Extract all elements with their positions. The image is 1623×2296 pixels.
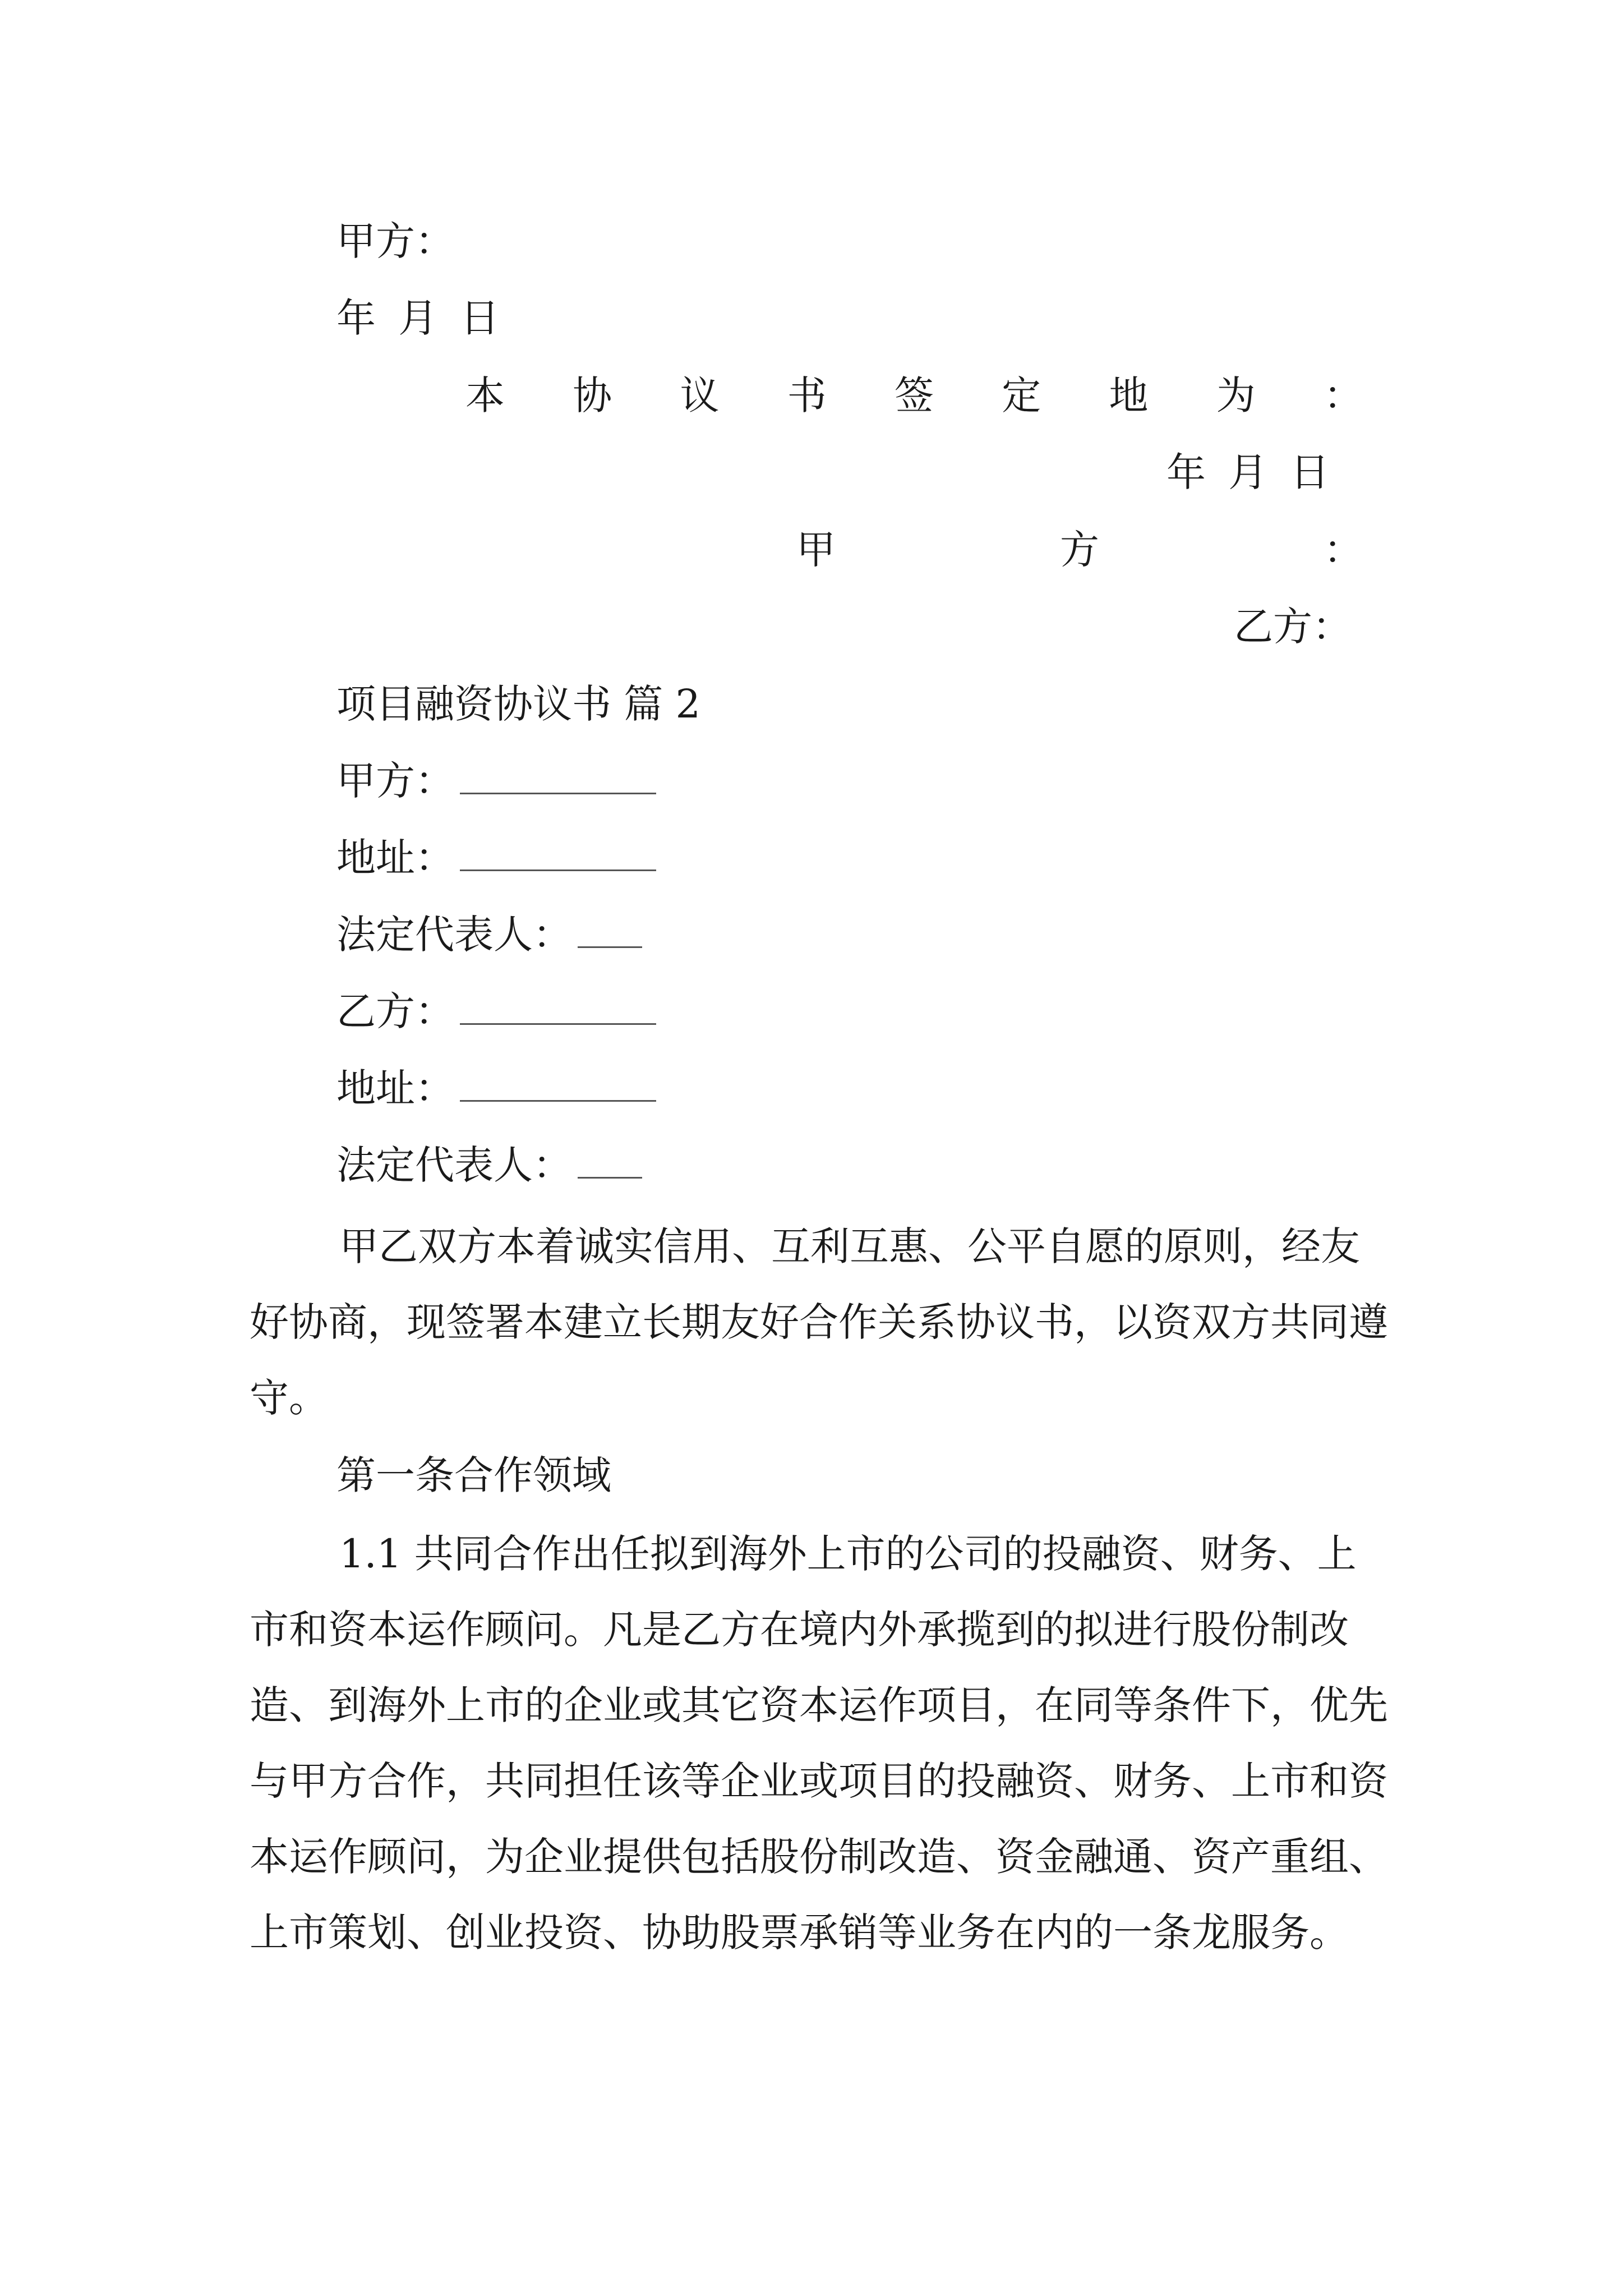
party-b-legal-rep-field	[336, 1140, 642, 1190]
signing-place-char: 协	[573, 372, 612, 418]
section-title: 项目融资协议书 篇 2	[336, 681, 701, 727]
field-label: 地址：	[336, 1065, 454, 1111]
signing-place-char: 地	[1109, 372, 1149, 418]
party-a-signature-label: 甲方：	[336, 218, 454, 264]
party-b-signature-label: 乙方：	[1234, 604, 1352, 650]
signing-place-char: 议	[680, 372, 720, 418]
signing-place-char: 为	[1216, 372, 1256, 418]
signing-place-line	[465, 370, 1363, 421]
party-a-address-field	[336, 832, 656, 883]
party-a-char: ：	[1324, 527, 1363, 573]
fill-in-blank	[578, 1142, 642, 1179]
fill-in-blank	[460, 758, 656, 794]
signing-place-char: 书	[787, 372, 827, 418]
party-b-address-field	[336, 1063, 656, 1114]
fill-in-blank	[460, 988, 656, 1025]
field-label: 乙方：	[336, 988, 454, 1034]
field-label: 地址：	[336, 835, 454, 881]
fill-in-blank	[460, 1065, 656, 1102]
party-a-field	[336, 756, 656, 806]
fill-in-blank	[460, 835, 656, 871]
party-a-legal-rep-field	[336, 909, 642, 960]
party-a-signature-line	[796, 524, 1363, 575]
field-label: 法定代表人：	[336, 1142, 572, 1188]
signing-place-char: ：	[1324, 372, 1363, 418]
field-label: 甲方：	[336, 758, 454, 804]
signing-place-char: 定	[1002, 372, 1041, 418]
party-a-char: 甲	[796, 527, 836, 573]
fill-in-blank	[578, 912, 642, 948]
field-label: 法定代表人：	[336, 912, 572, 958]
signature-date-2: 年 月 日	[1166, 449, 1330, 495]
article-1-heading: 第一条合作领域	[336, 1452, 611, 1498]
signing-place-char: 本	[465, 372, 505, 418]
party-a-char: 方	[1060, 527, 1099, 573]
party-b-field	[336, 986, 656, 1037]
signature-date-1: 年 月 日	[336, 295, 500, 341]
preamble-paragraph: 甲乙双方本着诚实信用、互利互惠、公平自愿的原则，经友好协商，现签署本建立长期友好合作关系协议书，以资双方共同遵守。	[250, 1223, 1388, 1421]
signing-place-char: 签	[895, 372, 934, 418]
clause-1-1-paragraph: 1.1 共同合作出任拟到海外上市的公司的投融资、财务、上市和资本运作顾问。凡是乙方在境内外承揽到的拟进行股份制改造、到海外上市的企业或其它资本运作项目，在同等条件下，优先与甲方合作，共同担任该等企业或项目的投融资、财务、上市和资本运作顾问，为企业提供包括股份制改造、资金融通、资产重组、上市策划、创业投资、协助股票承销等业务在内的一条龙服务。	[250, 1531, 1388, 1955]
